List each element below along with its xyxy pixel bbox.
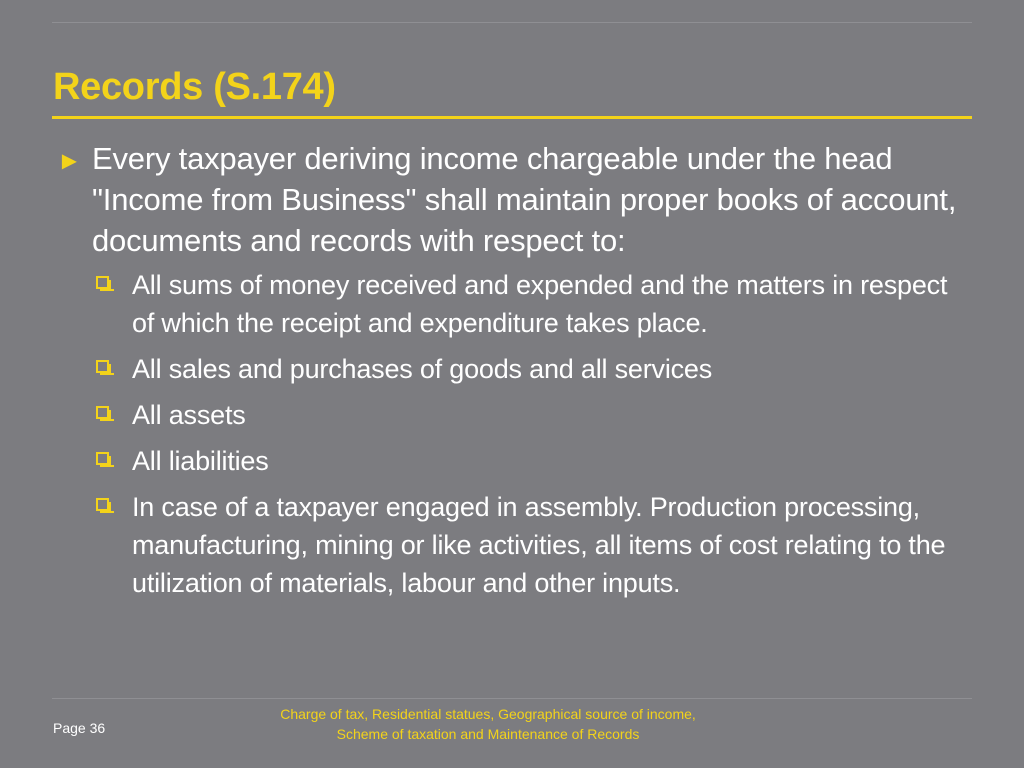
footer-caption bbox=[240, 704, 736, 744]
footer-divider bbox=[52, 698, 972, 699]
slide-title: Records (S.174) bbox=[53, 66, 336, 108]
sub-bullet-text: All assets bbox=[132, 400, 246, 430]
checkbox-bullet-icon bbox=[96, 360, 109, 373]
checkbox-bullet-icon bbox=[96, 276, 109, 289]
sub-bullet-text: All sales and purchases of goods and all services bbox=[132, 354, 713, 384]
title-underline bbox=[52, 116, 972, 119]
page-number: Page 36 bbox=[53, 720, 106, 736]
sub-bullet-text: All sums of money received and expended and the matters in respect of which the receipt and expenditure takes place. bbox=[132, 270, 948, 338]
list-item bbox=[96, 350, 976, 388]
main-bullet-text: Every taxpayer deriving income chargeable under the head "Income from Business" shall maintain proper books of account, documents and records with respect to: bbox=[92, 141, 957, 258]
list-item bbox=[96, 266, 976, 342]
list-item bbox=[96, 396, 976, 434]
footer-caption-line-2: Scheme of taxation and Maintenance of Records bbox=[336, 726, 640, 742]
footer-caption-line-1: Charge of tax, Residential statues, Geographical source of income, bbox=[280, 706, 696, 722]
checkbox-bullet-icon bbox=[96, 406, 109, 419]
list-item bbox=[96, 442, 976, 480]
list-item bbox=[96, 488, 976, 602]
arrow-bullet-icon: ► bbox=[57, 147, 82, 175]
top-divider bbox=[52, 22, 972, 23]
main-bullet-point bbox=[56, 138, 976, 261]
slide-content bbox=[56, 138, 976, 610]
checkbox-bullet-icon bbox=[96, 498, 109, 511]
checkbox-bullet-icon bbox=[96, 452, 109, 465]
sub-bullet-text: In case of a taxpayer engaged in assembly. Production processing, manufacturing, mining or like activities, all items of cost relating to the utilization of materials, labour and other inputs. bbox=[132, 492, 946, 598]
sub-bullet-list bbox=[56, 266, 976, 602]
sub-bullet-text: All liabilities bbox=[132, 446, 269, 476]
